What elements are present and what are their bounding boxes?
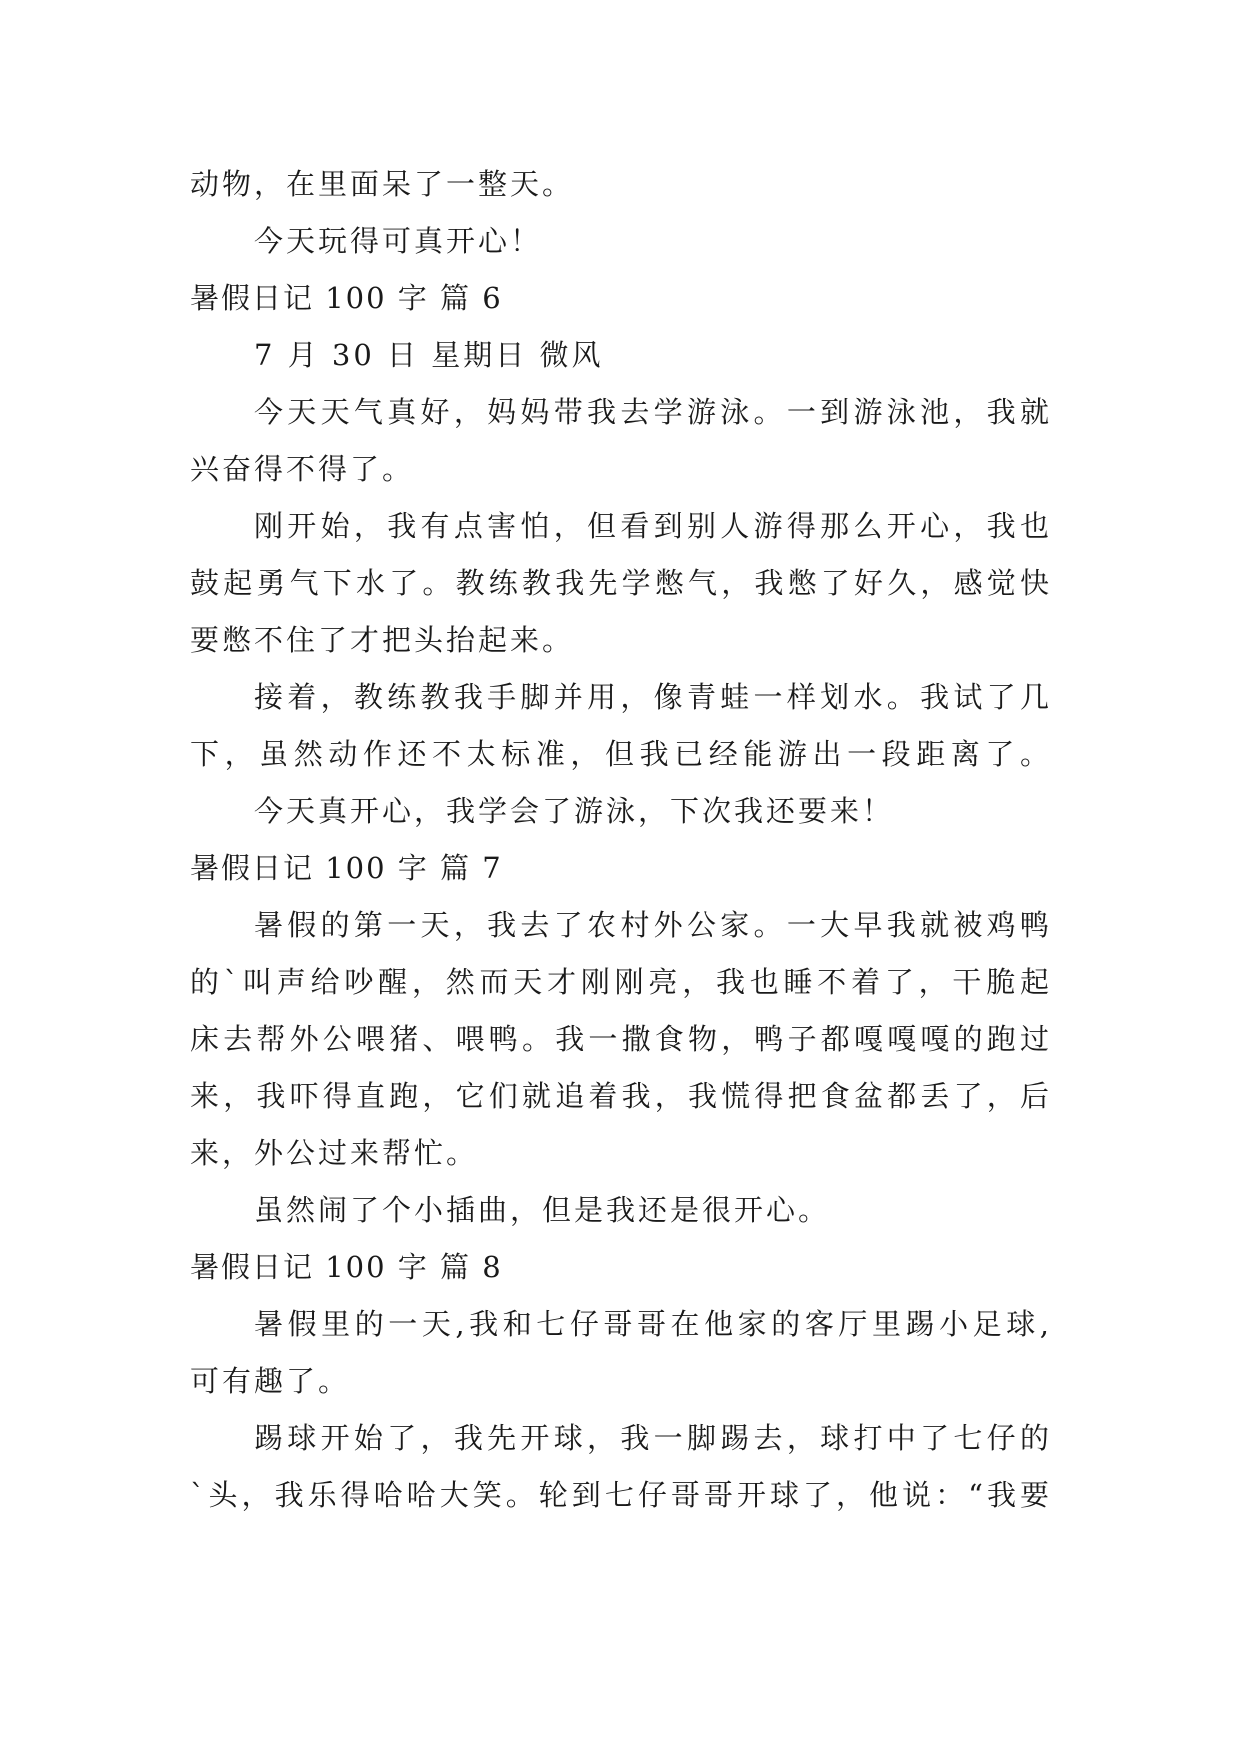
text-line: 的`叫声给吵醒，然而天才刚刚亮，我也睡不着了，干脆起 [190,965,1052,999]
section-heading: 暑假日记 100 字 篇 8 [190,1250,503,1284]
text-line: 可有趣了。 [190,1364,351,1398]
document-page [190,156,1052,1524]
text-line: 接着，教练教我手脚并用，像青蛙一样划水。我试了几 [254,680,1052,714]
section-heading: 暑假日记 100 字 篇 6 [190,281,503,315]
text-line: 暑假的第一天，我去了农村外公家。一大早我就被鸡鸭 [254,908,1052,942]
text-line: `头，我乐得哈哈大笑。轮到七仔哥哥开球了，他说：“我要 [190,1478,1052,1512]
text-line: 踢球开始了，我先开球，我一脚踢去，球打中了七仔的 [254,1421,1052,1455]
text-line: 今天真开心，我学会了游泳，下次我还要来！ [254,794,895,828]
text-line: 刚开始，我有点害怕，但看到别人游得那么开心，我也 [254,509,1052,543]
section-heading: 暑假日记 100 字 篇 7 [190,851,503,885]
text-line: 虽然闹了个小插曲，但是我还是很开心。 [254,1193,831,1227]
text-line: 来，外公过来帮忙。 [190,1136,479,1170]
text-line: 动物，在里面呆了一整天。 [190,167,575,201]
text-line: 兴奋得不得了。 [190,452,415,486]
text-line: 暑假里的一天,我和七仔哥哥在他家的客厅里踢小足球, [254,1307,1052,1341]
text-line: 今天天气真好，妈妈带我去学游泳。一到游泳池，我就 [254,395,1052,429]
text-line: 下，虽然动作还不太标准，但我已经能游出一段距离了。 [190,737,1052,771]
text-line: 鼓起勇气下水了。教练教我先学憋气，我憋了好久，感觉快 [190,566,1052,600]
text-line: 床去帮外公喂猪、喂鸭。我一撒食物，鸭子都嘎嘎嘎的跑过 [190,1022,1052,1056]
date-line: 7 月 30 日 星期日 微风 [254,338,604,372]
text-line: 要憋不住了才把头抬起来。 [190,623,575,657]
text-line: 今天玩得可真开心！ [254,224,543,258]
text-line: 来，我吓得直跑，它们就追着我，我慌得把食盆都丢了，后 [190,1079,1052,1113]
